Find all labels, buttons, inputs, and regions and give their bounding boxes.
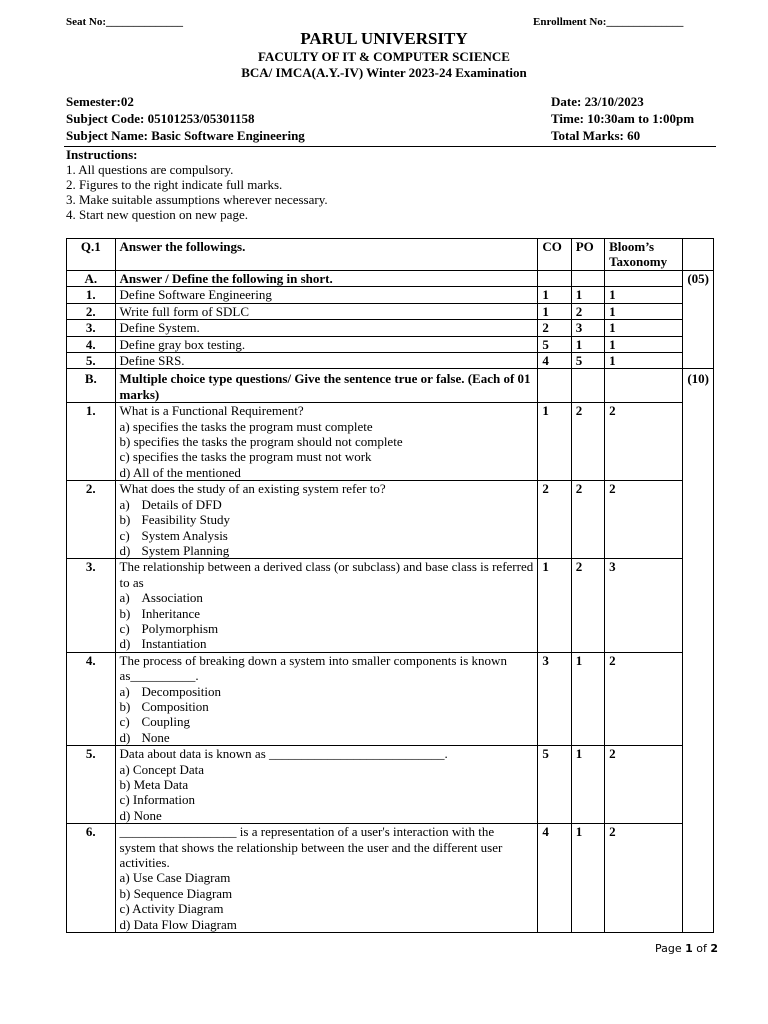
option: d) System Planning [119,542,230,558]
blooms-header: Bloom’s Taxonomy [605,239,683,271]
co-header: CO [538,239,571,271]
option: d) None [119,807,162,823]
section-heading: Answer / Define the following in short. [115,271,538,287]
table-row [67,559,714,652]
table-row [67,481,714,559]
section-heading: Multiple choice type questions/ Give the sentence true or false. (Each of 01 marks) [115,369,538,403]
page-indicator: Page 1 of 2 [655,942,719,955]
option: d) Instantiation [119,636,207,652]
instruction-item: 3. Make suitable assumptions wherever necessary. [66,192,328,207]
bt-value: 1 [605,320,683,336]
option: b) Feasibility Study [119,512,231,528]
question-text: Define System. [115,320,538,336]
question-table [66,238,714,933]
instruction-item: 4. Start new question on new page. [66,207,248,222]
option: c) Activity Diagram [119,901,224,917]
option: b) specifies the tasks the program should not complete [119,434,403,450]
subject-name: Subject Name: Basic Software Engineering [66,128,305,143]
instruction-item: 2. Figures to the right indicate full marks. [66,177,283,192]
instruction-item: 1. All questions are compulsory. [66,162,234,177]
row-number: 3. [67,559,116,652]
question-text: The process of breaking down a system into smaller components is known as__________. [119,652,507,684]
option: a) Association [119,590,203,606]
po-value: 1 [571,287,604,303]
co-value: 2 [538,481,571,559]
co-value: 2 [538,320,571,336]
question-text: Data about data is known as ___________________________. [119,746,448,762]
bt-value: 3 [605,559,683,652]
table-header-row [67,239,714,271]
option: c) Information [119,792,195,808]
bt-value: 2 [605,746,683,824]
semester: Semester:02 [66,94,134,109]
subject-code: Subject Code: 05101253/05301158 [66,111,255,126]
row-number: 1. [67,403,116,481]
section-marks: (05) [682,271,713,369]
po-value: 1 [571,652,604,745]
bt-value: 2 [605,481,683,559]
option: b) Sequence Diagram [119,885,233,901]
option: c) specifies the tasks the program must not work [119,449,372,465]
question-text: __________________ is a representation of a user's interaction with the system that shows the relationship between the user and the different user activities. [119,824,503,871]
question-text: What is a Functional Requirement? [119,403,304,419]
bt-value: 1 [605,303,683,319]
po-value: 1 [571,824,604,933]
question-cell [115,824,538,933]
option: b) Inheritance [119,605,201,621]
option: a) Details of DFD [119,496,222,512]
table-row [67,303,714,319]
co-value: 5 [538,336,571,352]
po-value: 1 [571,336,604,352]
question-cell [115,403,538,481]
bt-value: 1 [605,336,683,352]
seat-no-field: Seat No:______________ [66,16,184,28]
bt-value: 2 [605,652,683,745]
bt-value: 2 [605,403,683,481]
section-a-row [67,271,714,287]
section-label: B. [67,369,116,403]
question-cell [115,481,538,559]
bt-value: 1 [605,353,683,369]
option: a) Concept Data [119,761,205,777]
question-text: Define gray box testing. [115,336,538,352]
po-value: 2 [571,559,604,652]
enrollment-no-field: Enrollment No:______________ [533,16,684,28]
co-value: 1 [538,559,571,652]
co-value: 3 [538,652,571,745]
row-number: 1. [67,287,116,303]
question-cell [115,559,538,652]
po-value: 1 [571,746,604,824]
row-number: 2. [67,481,116,559]
option: b) Composition [119,698,209,714]
exam-date: Date: 23/10/2023 [551,94,644,109]
po-value: 2 [571,481,604,559]
marks-header [682,239,713,271]
co-value: 1 [538,287,571,303]
co-value: 4 [538,824,571,933]
section-marks: (10) [682,369,713,933]
option: d) Data Flow Diagram [119,916,237,932]
row-number: 3. [67,320,116,336]
question-cell [115,746,538,824]
question-text: Write full form of SDLC [115,303,538,319]
faculty-title: FACULTY OF IT & COMPUTER SCIENCE [258,49,510,64]
question-text: What does the study of an existing system refer to? [119,481,386,497]
option: a) specifies the tasks the program must complete [119,418,373,434]
co-value: 1 [538,403,571,481]
exam-time: Time: 10:30am to 1:00pm [551,111,695,126]
table-row [67,287,714,303]
table-row [67,403,714,481]
question-cell [115,652,538,745]
question-text: Define Software Engineering [115,287,538,303]
exam-title: BCA/ IMCA(A.Y.-IV) Winter 2023-24 Examination [241,65,527,80]
po-value: 3 [571,320,604,336]
row-number: 6. [67,824,116,933]
row-number: 4. [67,652,116,745]
question-text: The relationship between a derived class (or subclass) and base class is referred to as [119,559,534,590]
option: b) Meta Data [119,777,189,792]
table-row [67,652,714,745]
instructions-title: Instructions: [66,147,138,162]
po-value: 2 [571,303,604,319]
question-number: Q.1 [67,239,116,271]
po-value: 2 [571,403,604,481]
option: c) Polymorphism [119,620,219,636]
po-value: 5 [571,353,604,369]
row-number: 5. [67,746,116,824]
section-b-row [67,369,714,403]
total-marks: Total Marks: 60 [551,128,641,143]
co-value: 5 [538,746,571,824]
option: d) All of the mentioned [119,464,241,480]
table-row [67,336,714,352]
table-row [67,746,714,824]
row-number: 2. [67,303,116,319]
section-label: A. [67,271,116,287]
row-number: 4. [67,336,116,352]
question-text: Define SRS. [115,353,538,369]
university-title: PARUL UNIVERSITY [300,29,468,48]
co-value: 1 [538,303,571,319]
row-number: 5. [67,353,116,369]
option: c) System Analysis [119,527,228,543]
option: d) None [119,729,170,745]
option: a) Decomposition [119,683,221,699]
bt-value: 1 [605,287,683,303]
co-value: 4 [538,353,571,369]
table-row [67,824,714,933]
header-divider [64,146,716,147]
po-header: PO [571,239,604,271]
table-row [67,320,714,336]
option: a) Use Case Diagram [119,870,231,886]
bt-value: 2 [605,824,683,933]
option: c) Coupling [119,714,190,730]
question-heading: Answer the followings. [115,239,538,271]
table-row [67,353,714,369]
